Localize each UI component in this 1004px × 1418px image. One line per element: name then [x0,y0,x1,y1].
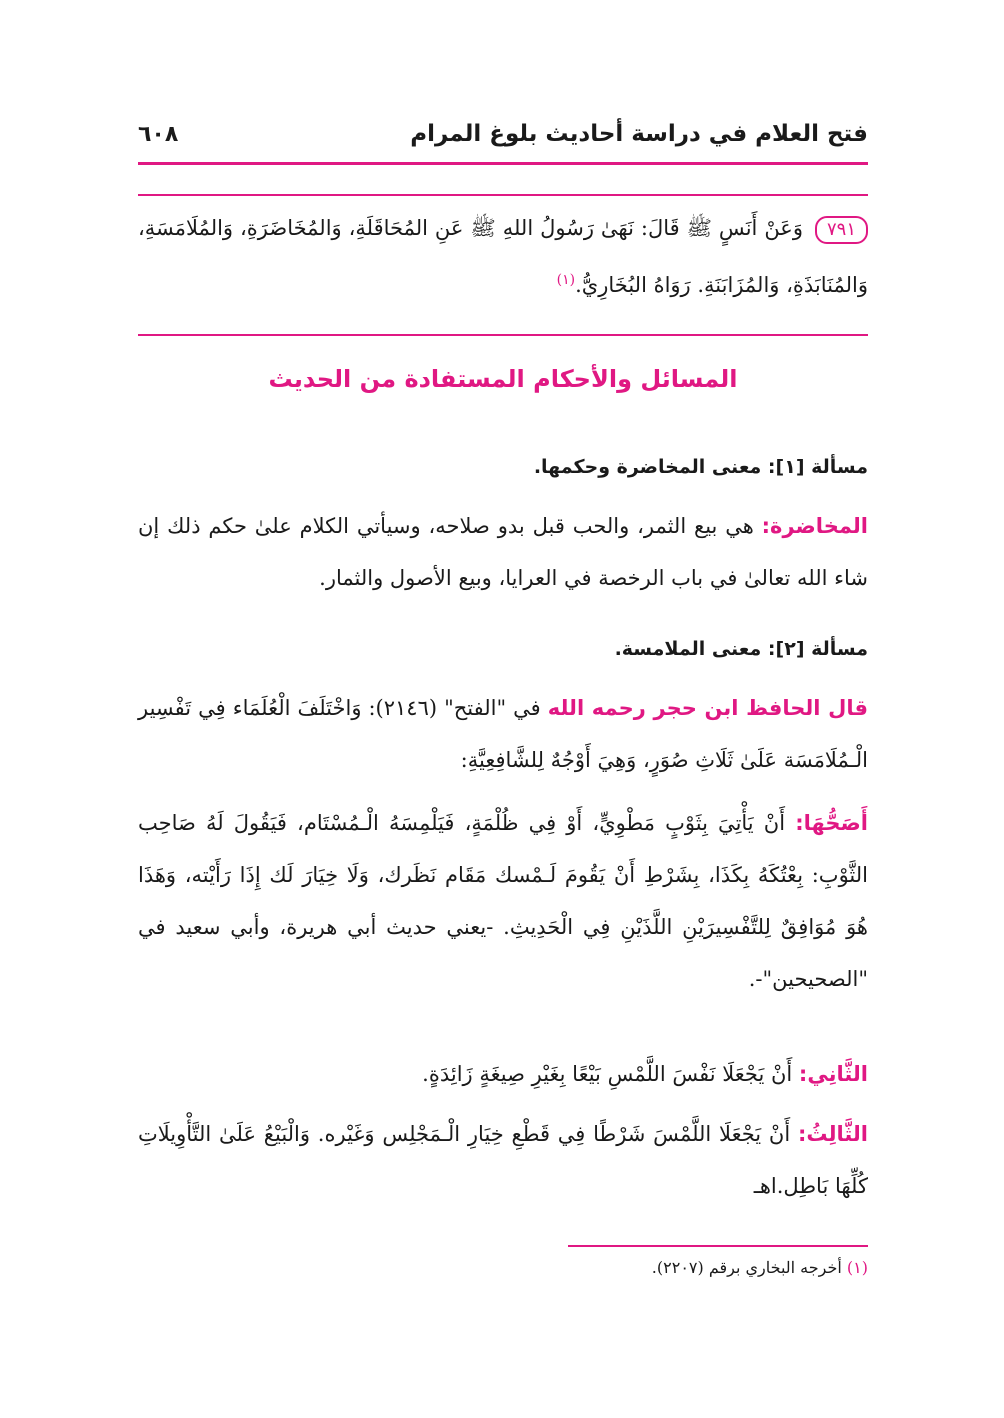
question-2-intro [138,682,868,786]
first-view-label: أَصَحُّهَا: [795,811,868,835]
page-number: ٦٠٨ [138,121,179,147]
term-label: المخاضرة: [761,514,868,538]
question-heading: مسألة [١]: معنى المخاضرة وحكمها. [533,456,868,478]
hadith-text: وَعَنْ أَنَسٍ ﷺ قَالَ: نَهَىٰ رَسُولُ اللهِ ﷺ عَنِ المُحَاقَلَةِ، وَالمُخَاضَرَةِ، وَالمُلَامَسَةِ، وَالمُنَابَذَةِ، وَالمُزَابَنَةِ. رَوَاهُ البُخَارِيُّ. [138,216,868,297]
footnote-number: (١) [846,1258,868,1277]
hadith-top-rule [138,194,868,196]
question-2-heading [138,622,868,675]
third-view [138,1108,868,1212]
paragraph-text: أَنْ يَجْعَلَا نَفْسَ اللَّمْسِ بَيْعًا بِغَيْرِ صِيغَةٍ زَائِدَةٍ. [422,1062,799,1086]
hadith-number-badge: ٧٩١ [815,216,868,244]
footnote-rule [568,1245,868,1247]
question-heading: مسألة [٢]: معنى الملامسة. [614,638,868,660]
third-view-label: الثَّالِثُ: [797,1122,868,1146]
footnote [138,1258,868,1277]
second-view-label: الثَّانِي: [798,1062,868,1086]
header-rule [138,162,868,165]
first-view [138,797,868,1005]
paragraph-text: أَنْ يَأْتِيَ بِثَوْبٍ مَطْوِيٍّ، أَوْ فِي ظُلْمَةٍ، فَيَلْمِسَهُ الْـمُسْتَام، فَيَقُولَ لَهُ صَاحِب الثَّوْبِ: بِعْتُكَهُ بِكَذَا، بِشَرْطِ أَنْ يَقُومَ لَـمْسك مَقَام نَظَرك، وَلَا خِيَارَ لَك إِذَا رَأَيْته، وَهَذَا هُوَ مُوَافِقٌ لِلتَّفْسِيرَيْنِ اللَّذَيْنِ فِي الْحَدِيثِ. -يعني حديث أبي هريرة، وأبي سعيد في "الصحيحين"-. [138,811,868,991]
speaker-label: قال الحافظ ابن حجر رحمه الله [547,696,868,720]
paragraph-text: أَنْ يَجْعَلَا اللَّمْسَ شَرْطًا فِي قَطْعِ خِيَارِ الْـمَجْلِس وَغَيْره. وَالْبَيْعُ عَلَىٰ التَّأْوِيلَاتِ كُلِّهَا بَاطِل.اهـ [138,1122,868,1198]
book-title: فتح العلام في دراسة أحاديث بلوغ المرام [410,121,868,147]
question-1-heading [138,440,868,493]
section-title: المسائل والأحكام المستفادة من الحديث [268,365,738,393]
paragraph-text: في "الفتح" (٢١٤٦): وَاخْتَلَفَ الْعُلَمَاء فِي تَفْسِير الْـمُلَامَسَة عَلَىٰ ثَلَاثِ صُوَرٍ، وَهِيَ أَوْجُهٌ لِلشَّافِعِيَّةِ: [138,696,868,772]
footnote-ref[interactable]: (١) [556,272,576,288]
second-view [138,1048,868,1100]
question-1-body [138,500,868,604]
paragraph-text: هي بيع الثمر، والحب قبل بدو صلاحه، وسيأتي الكلام علىٰ حكم ذلك إن شاء الله تعالىٰ في باب الرخصة في العرايا، وبيع الأصول والثمار. [138,514,868,590]
hadith-bottom-rule [138,334,868,336]
page-header [138,112,868,156]
footnote-text: أخرجه البخاري برقم (٢٢٠٧). [651,1258,842,1277]
hadith-block [138,202,868,311]
